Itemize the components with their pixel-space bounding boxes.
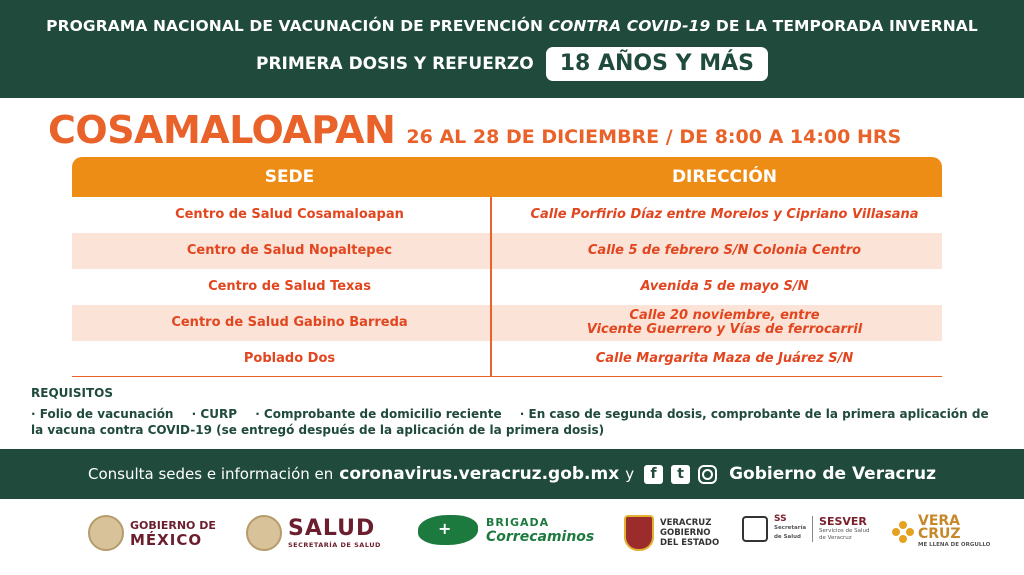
logo-gobierno-mexico-line2: MÉXICO (130, 531, 203, 549)
cell-direccion: Avenida 5 de mayo S/N (640, 279, 809, 294)
logo-vera: VERA (918, 513, 961, 529)
requirement-item: · En caso de segunda dosis, comprobante de la primera aplicación de la vacuna contra COVID-19 (se entregó después de la aplicación de la primera dosis) (31, 407, 989, 437)
dates-schedule: 26 AL 28 DE DICIEMBRE / DE 8:00 A 14:00 HRS (406, 126, 902, 148)
cell-direccion: Calle Margarita Maza de Juárez S/N (595, 350, 854, 366)
requirement-item: · Folio de vacunación (31, 407, 174, 421)
table-row (72, 197, 942, 233)
eagle-seal-icon (88, 515, 124, 551)
cell-direccion-line1: Calle 20 noviembre, entre (629, 308, 820, 323)
table-row (72, 341, 942, 377)
cell-direccion: Calle 5 de febrero S/N Colonia Centro (587, 243, 862, 258)
age-badge: 18 AÑOS Y MÁS (546, 47, 768, 81)
logo-brigada-text (486, 516, 594, 545)
logo-orgullo-tagline: ME LLENA DE ORGULLO (918, 542, 991, 548)
table-body (72, 197, 942, 377)
logo-sesver-text (819, 516, 869, 542)
ss-badge-icon (742, 516, 768, 542)
logo-veracruz-line3: DEL ESTADO (660, 538, 720, 548)
logo-brigada-line2: Correcaminos (486, 528, 595, 545)
logo-sesver-line1: Servicios de Salud (819, 527, 870, 534)
logo-divider (812, 516, 813, 542)
logo-veracruz-gobierno (624, 515, 719, 551)
coat-of-arms-icon (624, 515, 654, 551)
logo-ss-abbrev: SS (774, 514, 787, 524)
table-row (72, 233, 942, 269)
logo-salud-text (288, 517, 381, 550)
logo-salud (246, 515, 381, 551)
table-header (72, 157, 942, 197)
header-band (0, 0, 1024, 98)
eagle-seal-icon (246, 515, 282, 551)
city-line (48, 108, 978, 152)
requirement-item: · CURP (191, 407, 237, 421)
logo-gobierno-mexico (88, 515, 216, 551)
logo-sesver-line2: de Veracruz (819, 534, 852, 541)
dose-label: PRIMERA DOSIS Y REFUERZO (256, 54, 534, 74)
logo-veracruz-brand-text (918, 515, 990, 549)
header-sede: SEDE (264, 167, 315, 187)
requirement-item: · Comprobante de domicilio reciente (255, 407, 502, 421)
facebook-icon[interactable]: f (644, 465, 663, 484)
instagram-icon[interactable] (698, 465, 717, 484)
logo-ss-sesver (742, 515, 870, 542)
cell-sede: Centro de Salud Nopaltepec (186, 243, 393, 258)
logo-gobierno-mexico-text (130, 518, 216, 548)
requirements-title: REQUISITOS (31, 386, 113, 400)
logo-ss-line2: de Salud (774, 534, 801, 540)
logo-veracruz-line2: GOBIERNO (660, 528, 711, 538)
header-direccion: DIRECCIÓN (671, 167, 778, 187)
city-name: COSAMALOAPAN (48, 108, 396, 152)
cell-direccion-line2: Vicente Guerrero y Vías de ferrocarril (586, 322, 863, 337)
cell-sede: Centro de Salud Gabino Barreda (171, 315, 408, 330)
logos-strip (0, 499, 1024, 575)
logo-cruz: CRUZ (918, 526, 961, 542)
program-title-end: DE LA TEMPORADA INVERNAL (710, 17, 978, 35)
table-row (72, 269, 942, 305)
cell-sede: Centro de Salud Texas (208, 279, 371, 294)
logo-veracruz-line1: VERACRUZ (660, 518, 712, 528)
table-row (72, 305, 942, 341)
government-handle: Gobierno de Veracruz (729, 464, 937, 484)
requirements-list (31, 406, 991, 438)
logo-veracruz-text (660, 518, 719, 548)
footer-band (0, 449, 1024, 499)
cell-direccion (507, 309, 942, 337)
logo-brigada-line1: BRIGADA (486, 515, 550, 529)
flower-dots-icon (892, 521, 914, 543)
logo-salud-line1: SALUD (288, 515, 376, 541)
website-link[interactable]: coronavirus.veracruz.gob.mx (339, 464, 620, 484)
twitter-icon[interactable]: t (671, 465, 690, 484)
logo-gobierno-mexico-line1: GOBIERNO DE (130, 519, 216, 532)
logo-ss-text (774, 515, 806, 542)
logo-veracruz-orgullo (892, 515, 990, 549)
locations-table (72, 157, 942, 377)
footer-and: y (625, 465, 635, 483)
logo-ss-line1: Secretaría (774, 525, 807, 531)
logo-salud-line2: SECRETARÍA DE SALUD (288, 540, 381, 549)
roadrunner-icon (418, 515, 478, 545)
cell-sede: Poblado Dos (243, 350, 336, 366)
program-title-start: PROGRAMA NACIONAL DE VACUNACIÓN DE PREVENCIÓN (46, 17, 549, 35)
logo-brigada-correcaminos (418, 515, 594, 545)
cell-sede: Centro de Salud Cosamaloapan (175, 207, 404, 222)
cell-direccion: Calle Porfirio Díaz entre Morelos y Cipriano Villasana (530, 207, 919, 222)
logo-sesver-abbrev: SESVER (819, 514, 867, 528)
program-title-emphasis: CONTRA COVID-19 (548, 17, 711, 35)
footer-text: Consulta sedes e información en (87, 465, 334, 483)
program-title (0, 17, 1024, 35)
dose-line (0, 47, 1024, 81)
